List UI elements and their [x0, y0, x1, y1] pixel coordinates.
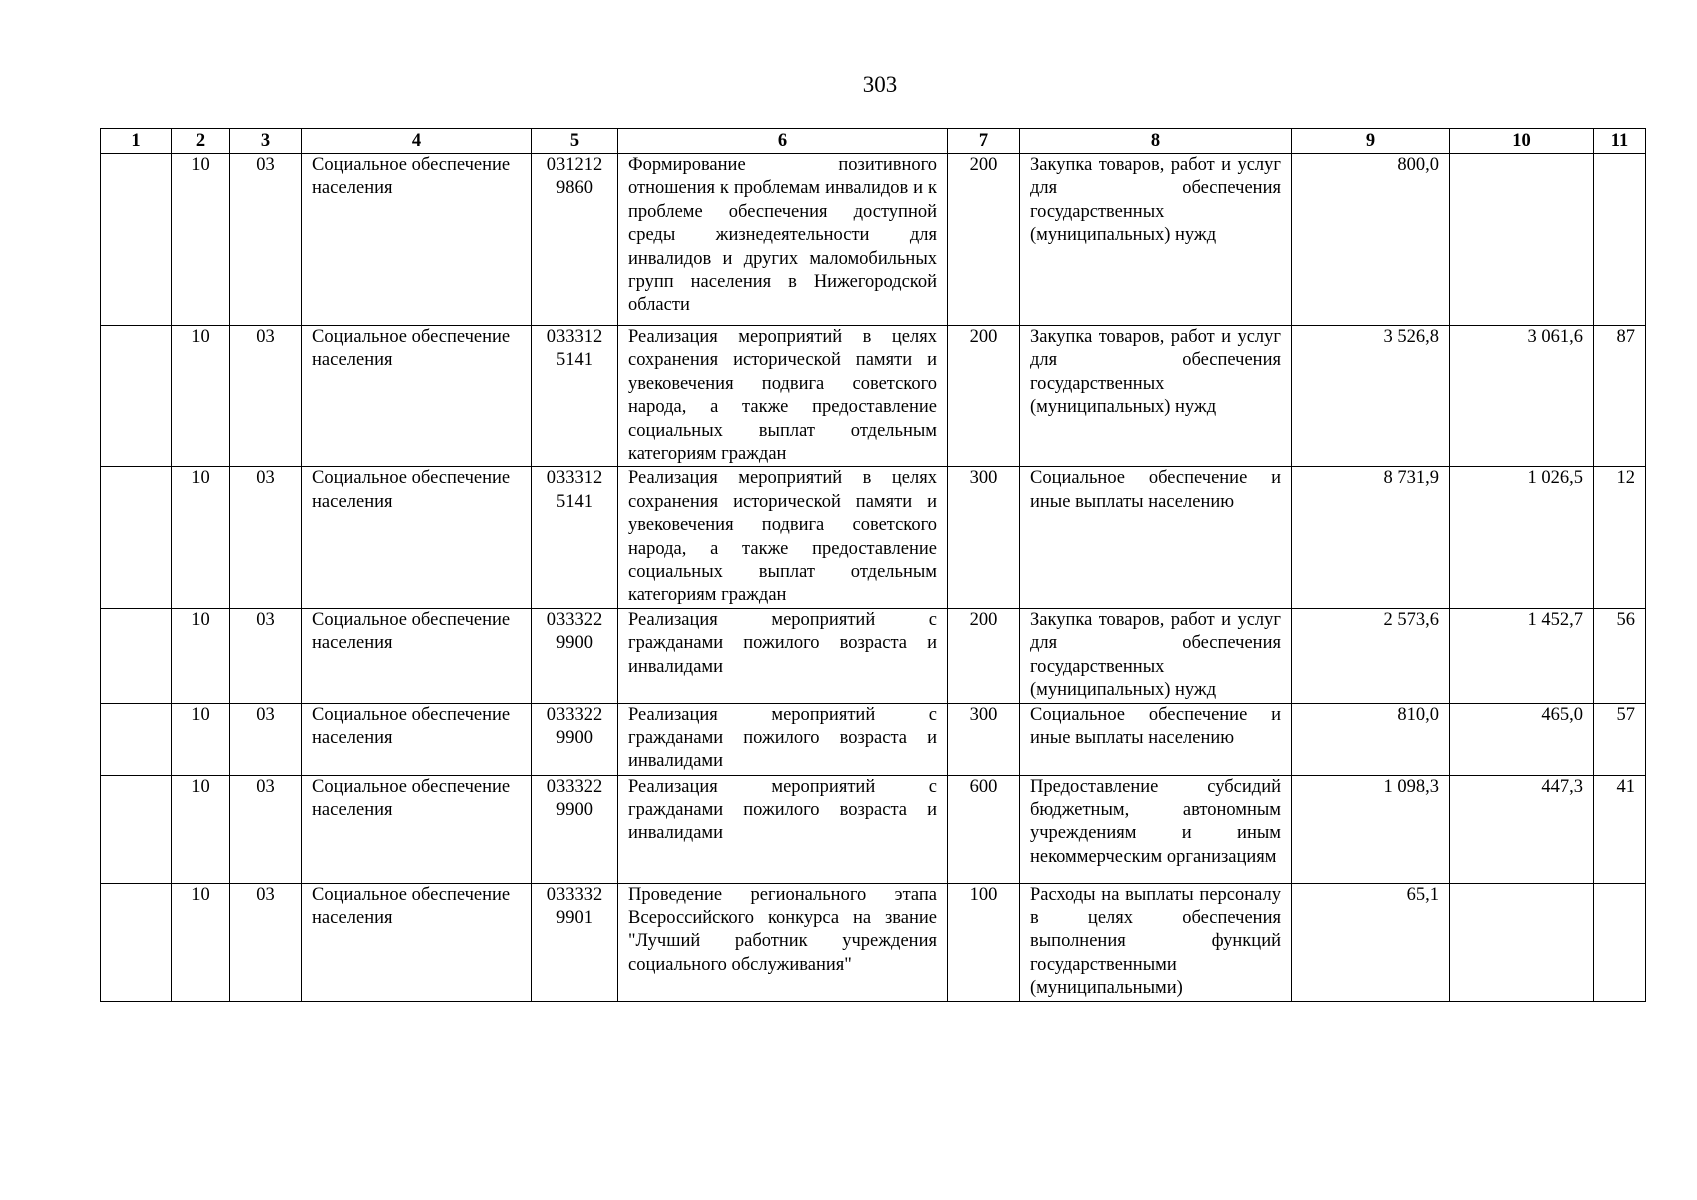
cell-subsection-name: Социальное обеспечение населения: [302, 703, 532, 775]
cell-article-name: Реализация мероприятий с гражданами пожилого возраста и инвалидами: [618, 703, 948, 775]
cell-subsection-name: Социальное обеспечение населения: [302, 883, 532, 1001]
cell-subsection-name: Социальное обеспечение населения: [302, 608, 532, 703]
table-row: [101, 608, 1646, 703]
column-header-10: 10: [1450, 129, 1594, 154]
table-body: [101, 154, 1646, 1002]
cell-target-article: 033322 9900: [532, 775, 618, 883]
column-header-9: 9: [1292, 129, 1450, 154]
cell-article-name: Реализация мероприятий с гражданами пожилого возраста и инвалидами: [618, 608, 948, 703]
cell-amount-plan: 65,1: [1292, 883, 1450, 1001]
column-header-7: 7: [948, 129, 1020, 154]
cell-percent: 41: [1594, 775, 1646, 883]
column-header-2: 2: [172, 129, 230, 154]
cell-subsection-name: Социальное обеспечение населения: [302, 467, 532, 608]
cell-col-1: [101, 883, 172, 1001]
cell-amount-plan: 2 573,6: [1292, 608, 1450, 703]
cell-expense-type: 300: [948, 467, 1020, 608]
cell-section: 10: [172, 775, 230, 883]
cell-amount-plan: 1 098,3: [1292, 775, 1450, 883]
cell-amount-plan: 810,0: [1292, 703, 1450, 775]
cell-amount-actual: 447,3: [1450, 775, 1594, 883]
cell-subsection-name: Социальное обеспечение населения: [302, 154, 532, 326]
column-header-8: 8: [1020, 129, 1292, 154]
budget-table: [100, 128, 1646, 1002]
cell-subsection: 03: [230, 775, 302, 883]
cell-expense-type-name: Социальное обеспечение и иные выплаты населению: [1020, 467, 1292, 608]
cell-subsection: 03: [230, 608, 302, 703]
cell-amount-actual: [1450, 154, 1594, 326]
cell-subsection: 03: [230, 467, 302, 608]
column-header-6: 6: [618, 129, 948, 154]
cell-expense-type-name: Расходы на выплаты персоналу в целях обеспечения выполнения функций государственными (муниципальными): [1020, 883, 1292, 1001]
cell-article-name: Реализация мероприятий в целях сохранения исторической памяти и увековечения подвига советского народа, а также предоставление социальных выплат отдельным категориям граждан: [618, 467, 948, 608]
cell-subsection: 03: [230, 703, 302, 775]
page-number: 303: [862, 72, 898, 97]
cell-article-name: Формирование позитивного отношения к проблемам инвалидов и к проблеме обеспечения доступной среды жизнедеятельности для инвалидов и других маломобильных групп населения в Нижегородской области: [618, 154, 948, 326]
cell-target-article: 033312 5141: [532, 326, 618, 467]
table-row: [101, 775, 1646, 883]
cell-percent: 87: [1594, 326, 1646, 467]
cell-amount-actual: 3 061,6: [1450, 326, 1594, 467]
cell-expense-type: 100: [948, 883, 1020, 1001]
cell-amount-actual: 1 452,7: [1450, 608, 1594, 703]
column-header-11: 11: [1594, 129, 1646, 154]
table-row: [101, 467, 1646, 608]
cell-subsection: 03: [230, 326, 302, 467]
cell-expense-type-name: Закупка товаров, работ и услуг для обеспечения государственных (муниципальных) нужд: [1020, 608, 1292, 703]
cell-target-article: 033322 9900: [532, 608, 618, 703]
cell-target-article: 031212 9860: [532, 154, 618, 326]
header-row: [101, 129, 1646, 154]
cell-article-name: Реализация мероприятий с гражданами пожилого возраста и инвалидами: [618, 775, 948, 883]
cell-percent: 57: [1594, 703, 1646, 775]
cell-col-1: [101, 608, 172, 703]
cell-section: 10: [172, 883, 230, 1001]
cell-section: 10: [172, 608, 230, 703]
cell-expense-type: 300: [948, 703, 1020, 775]
cell-percent: [1594, 154, 1646, 326]
cell-section: 10: [172, 326, 230, 467]
cell-article-name: Проведение регионального этапа Всероссийского конкурса на звание "Лучший работник учреждения социального обслуживания": [618, 883, 948, 1001]
cell-section: 10: [172, 154, 230, 326]
cell-expense-type: 600: [948, 775, 1020, 883]
column-header-4: 4: [302, 129, 532, 154]
table-row: [101, 326, 1646, 467]
cell-expense-type-name: Предоставление субсидий бюджетным, автономным учреждениям и иным некоммерческим организациям: [1020, 775, 1292, 883]
cell-col-1: [101, 326, 172, 467]
cell-col-1: [101, 467, 172, 608]
cell-amount-plan: 3 526,8: [1292, 326, 1450, 467]
cell-article-name: Реализация мероприятий в целях сохранения исторической памяти и увековечения подвига советского народа, а также предоставление социальных выплат отдельным категориям граждан: [618, 326, 948, 467]
cell-section: 10: [172, 703, 230, 775]
cell-expense-type-name: Закупка товаров, работ и услуг для обеспечения государственных (муниципальных) нужд: [1020, 154, 1292, 326]
cell-expense-type: 200: [948, 326, 1020, 467]
column-header-3: 3: [230, 129, 302, 154]
cell-col-1: [101, 154, 172, 326]
cell-subsection-name: Социальное обеспечение населения: [302, 326, 532, 467]
cell-expense-type-name: Закупка товаров, работ и услуг для обеспечения государственных (муниципальных) нужд: [1020, 326, 1292, 467]
cell-expense-type-name: Социальное обеспечение и иные выплаты населению: [1020, 703, 1292, 775]
cell-percent: 12: [1594, 467, 1646, 608]
cell-target-article: 033322 9900: [532, 703, 618, 775]
cell-col-1: [101, 703, 172, 775]
cell-amount-plan: 800,0: [1292, 154, 1450, 326]
cell-amount-actual: [1450, 883, 1594, 1001]
cell-amount-actual: 1 026,5: [1450, 467, 1594, 608]
cell-expense-type: 200: [948, 608, 1020, 703]
cell-subsection-name: Социальное обеспечение населения: [302, 775, 532, 883]
cell-percent: 56: [1594, 608, 1646, 703]
column-header-1: 1: [101, 129, 172, 154]
cell-subsection: 03: [230, 883, 302, 1001]
cell-target-article: 033312 5141: [532, 467, 618, 608]
table-row: [101, 883, 1646, 1001]
cell-expense-type: 200: [948, 154, 1020, 326]
cell-target-article: 033332 9901: [532, 883, 618, 1001]
cell-amount-plan: 8 731,9: [1292, 467, 1450, 608]
cell-percent: [1594, 883, 1646, 1001]
cell-subsection: 03: [230, 154, 302, 326]
column-header-5: 5: [532, 129, 618, 154]
table-row: [101, 154, 1646, 326]
cell-section: 10: [172, 467, 230, 608]
cell-amount-actual: 465,0: [1450, 703, 1594, 775]
table-row: [101, 703, 1646, 775]
cell-col-1: [101, 775, 172, 883]
